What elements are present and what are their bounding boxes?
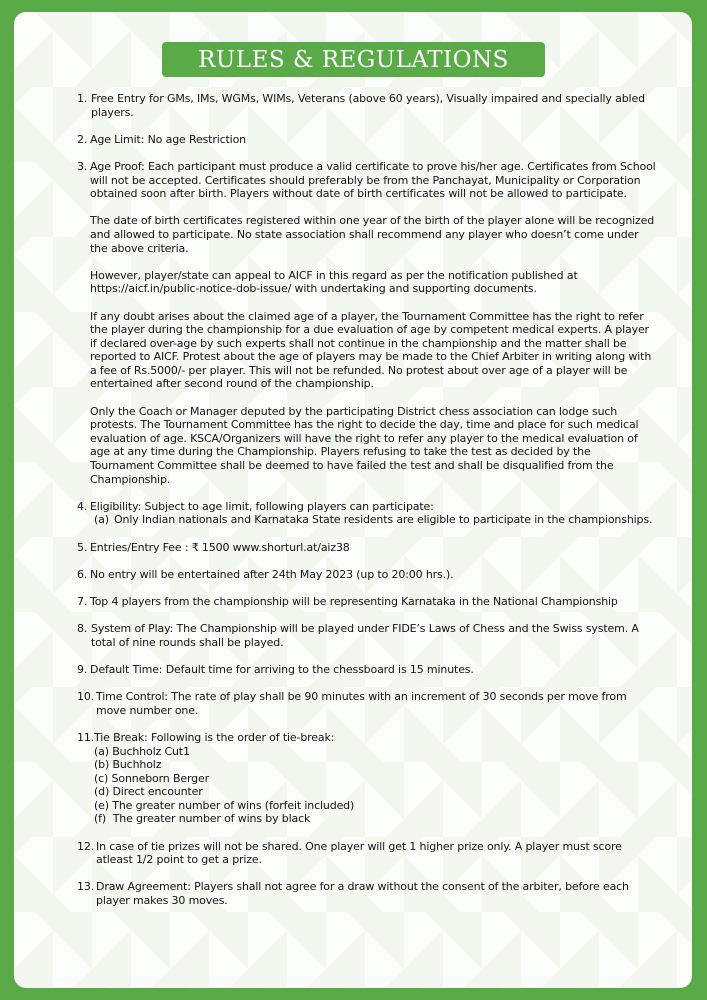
rule-item-11 — [77, 731, 657, 826]
rule-text: Time Control: The rate of play shall be 90 minutes with an increment of 30 seconds per move from move number one. — [96, 690, 627, 717]
rule-text: Age Limit: No age Restriction — [90, 132, 246, 146]
rule-item-9 — [77, 663, 657, 677]
rule-item-7 — [77, 595, 657, 609]
rule-text: Tie Break: Following is the order of tie-break: — [94, 730, 335, 744]
rule-item-2 — [77, 133, 657, 147]
rule-item-10 — [77, 690, 657, 717]
sub-item-text: Only Indian nationals and Karnataka State residents are eligible to participate in the championships. — [114, 513, 653, 527]
sub-item — [90, 812, 657, 826]
sub-item — [90, 785, 657, 799]
sub-item — [90, 513, 657, 527]
sub-item — [90, 745, 657, 759]
rule-item-13 — [77, 880, 657, 907]
rule-item-8 — [77, 622, 657, 649]
rule-number: 12. — [77, 839, 95, 853]
rule-item-6 — [77, 568, 657, 582]
sub-item-text: Direct encounter — [112, 785, 203, 799]
rule-number: 1. — [77, 92, 88, 105]
sub-item-text: The greater number of wins (forfeit included) — [112, 798, 355, 812]
rule-text: Free Entry for GMs, IMs, WGMs, WIMs, Veterans (above 60 years), Visually impaired and specially abled players. — [91, 92, 645, 119]
rule-text: In case of tie prizes will not be shared. One player will get 1 higher prize only. A player must score atleast 1/2 point to get a prize. — [96, 839, 622, 867]
rules-list — [77, 92, 657, 908]
sub-item-text: Buchholz — [112, 758, 162, 772]
rule-text: Eligibility: Subject to age limit, following players can participate: — [90, 499, 434, 513]
rule-number: 11. — [77, 730, 95, 744]
rule-paragraph: Only the Coach or Manager deputed by the participating District chess association can lodge such protests. The Tournament Committee has the right to decide the day, time and place for such medical evaluation of age. KSCA/Organizers will have the right to refer any player to the medical evaluation of age at any time during the Championship. Players refusing to take the test as decided by the Tournament Committee shall be deemed to have failed the test and shall be disqualified from the Championship. — [90, 404, 639, 486]
sub-item-label: (a) — [94, 744, 113, 758]
rule-text: Entries/Entry Fee : ₹ 1500 www.shorturl.at/aiz38 — [90, 540, 350, 554]
rule-number: 6. — [77, 567, 88, 581]
sub-item-label: (d) — [94, 785, 113, 799]
sub-item-label: (c) — [94, 771, 112, 785]
rule-number: 8. — [77, 622, 88, 636]
rule-item-12 — [77, 840, 657, 867]
rule-paragraph: If any doubt arises about the claimed age of a player, the Tournament Committee has the right to refer the player during the championship for a due evaluation of age by competent medical experts. A player if declared over-age by such experts shall not continue in the championship and the matter shall be reported to AICF. Protest about the age of players may be made to the Chief Arbiter in writing along with a fee of Rs.5000/- per player. This will not be refunded. No protest about over age of a player will be entertained after second round of the championship. — [90, 309, 652, 391]
sub-item-text: The greater number of wins by black — [112, 812, 311, 826]
rule-number: 10. — [77, 690, 95, 704]
sub-item-label: (f) — [94, 812, 113, 826]
rule-text: No entry will be entertained after 24th May 2023 (up to 20:00 hrs.). — [90, 567, 454, 581]
rules-panel — [14, 12, 692, 988]
rule-number: 2. — [77, 132, 88, 146]
rule-number: 4. — [77, 499, 88, 513]
sub-item-label: (e) — [94, 798, 113, 812]
page-title: RULES & REGULATIONS — [162, 42, 545, 77]
sub-item — [90, 758, 657, 772]
rule-number: 5. — [77, 540, 88, 554]
rule-text: System of Play: The Championship will be played under FIDE’s Laws of Chess and the Swiss system. A total of nine rounds shall be played. — [91, 622, 639, 649]
sub-item — [90, 772, 657, 786]
sub-item — [90, 799, 657, 813]
rule-paragraph: However, player/state can appeal to AICF in this regard as per the notification published at https://aicf.in/public-notice-dob-issue/ with undertaking and supporting documents. — [90, 268, 578, 296]
sub-item-label: (b) — [94, 758, 113, 772]
sub-item-text: Sonneborn Berger — [111, 771, 209, 785]
rule-item-4 — [77, 500, 657, 527]
rule-item-3 — [77, 160, 657, 486]
sub-item-label: (a) — [94, 513, 109, 527]
rule-text: Top 4 players from the championship will be representing Karnataka in the National Championship — [90, 594, 618, 608]
rule-item-5 — [77, 541, 657, 555]
sub-item-text: Buchholz Cut1 — [112, 744, 190, 758]
rule-paragraph: The date of birth certificates registered within one year of the birth of the player alone will be recognized and allowed to participate. No state association shall recommend any player who doesn’t come under the above criteria. — [90, 214, 655, 255]
rule-paragraph: Age Proof: Each participant must produce a valid certificate to prove his/her age. Certificates from School will not be accepted. Certificates should preferably be from the Panchayat, Municipality or Corporation obtained soon after birth. Players without date of birth certificates will not be allowed to participate. — [90, 159, 656, 201]
rule-text: Draw Agreement: Players shall not agree for a draw without the consent of the arbiter, before each player makes 30 moves. — [96, 880, 629, 908]
rule-text: Default Time: Default time for arriving to the chessboard is 15 minutes. — [90, 662, 474, 676]
rule-number: 7. — [77, 594, 88, 608]
rule-item-1 — [77, 92, 657, 119]
rule-number: 3. — [77, 159, 88, 173]
rule-number: 13. — [77, 880, 95, 894]
rule-number: 9. — [77, 662, 88, 676]
